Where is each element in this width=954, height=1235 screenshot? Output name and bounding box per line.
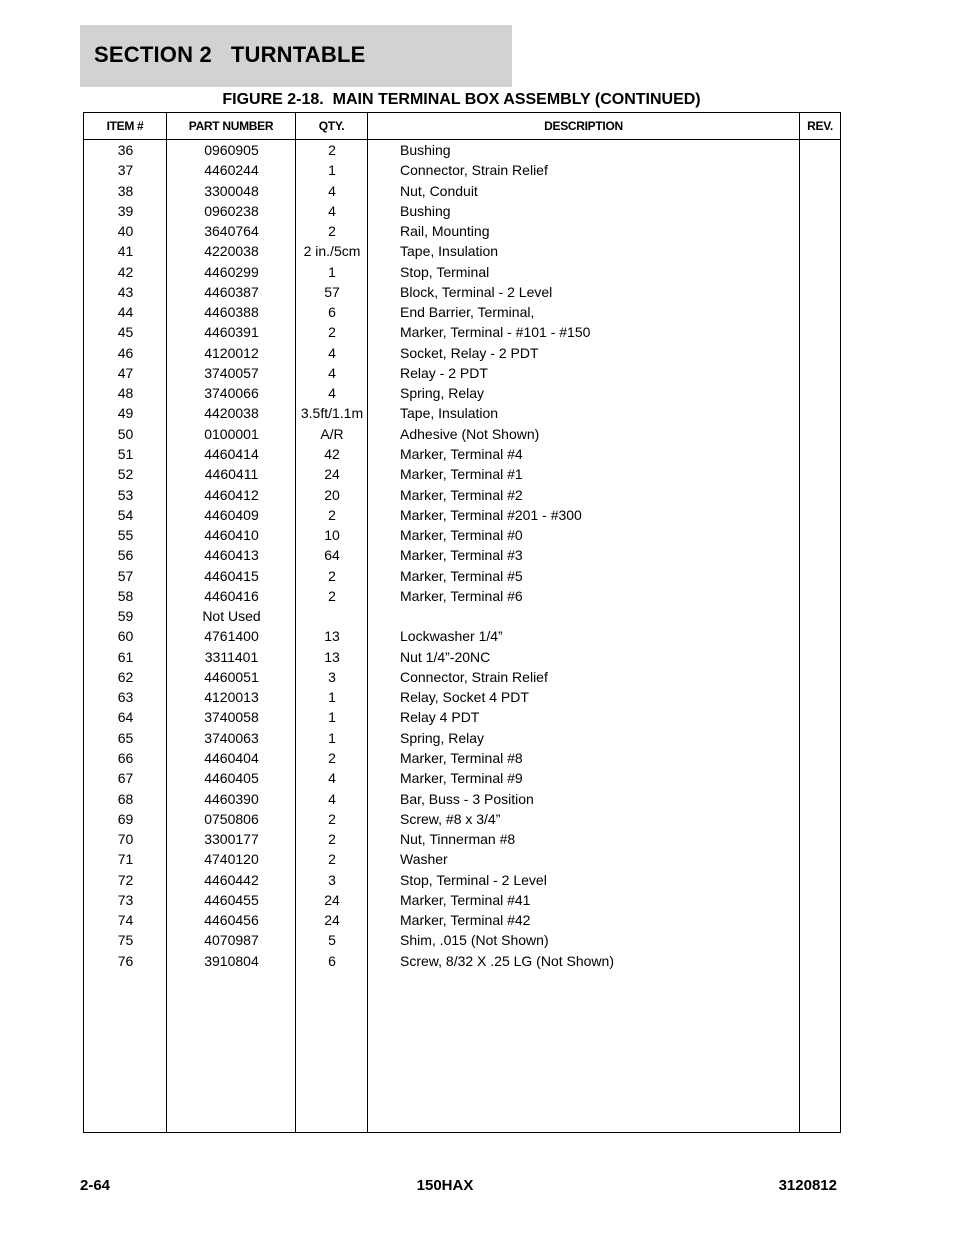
table-row <box>84 930 840 950</box>
table-row <box>84 667 840 687</box>
table-row <box>84 505 840 525</box>
description-cell: Marker, Terminal #42 <box>400 912 531 929</box>
item-number-cell: 41 <box>117 243 134 260</box>
item-number-cell: 61 <box>117 648 134 665</box>
part-number-cell: 4460387 <box>204 283 259 300</box>
part-number-cell: 4460416 <box>204 587 259 604</box>
part-number-cell: 3311401 <box>204 648 259 665</box>
quantity-cell: 24 <box>324 891 340 908</box>
item-number-cell: 64 <box>117 709 134 726</box>
table-row <box>84 626 840 646</box>
item-number-cell: 56 <box>117 547 134 564</box>
table-row <box>84 262 840 282</box>
description-cell: Screw, 8/32 X .25 LG (Not Shown) <box>400 952 614 969</box>
quantity-cell: 2 <box>328 506 336 523</box>
part-number-cell: 4460051 <box>204 668 259 685</box>
item-number-cell: 68 <box>117 790 134 807</box>
part-number-cell: 4460413 <box>204 547 259 564</box>
column-header-qty: QTY. <box>318 119 345 133</box>
table-row <box>84 201 840 221</box>
quantity-cell: 57 <box>324 283 340 300</box>
table-row <box>84 789 840 809</box>
table-row <box>84 586 840 606</box>
part-number-cell: 4460414 <box>204 445 259 462</box>
table-row <box>84 890 840 910</box>
part-number-cell: 3740063 <box>204 729 259 746</box>
table-row <box>84 322 840 342</box>
column-header-description: DESCRIPTION <box>544 119 623 133</box>
table-row <box>84 302 840 322</box>
description-cell: Connector, Strain Relief <box>400 668 548 685</box>
figure-title: FIGURE 2-18. MAIN TERMINAL BOX ASSEMBLY (CONTINUED) <box>222 91 701 108</box>
part-number-cell: 4460442 <box>204 871 259 888</box>
table-row <box>84 707 840 727</box>
table-row <box>84 849 840 869</box>
description-cell: Block, Terminal - 2 Level <box>400 283 553 300</box>
table-row <box>84 221 840 241</box>
table-row <box>84 383 840 403</box>
part-number-cell: 4460455 <box>204 891 259 908</box>
column-header-item: ITEM # <box>106 119 144 133</box>
description-cell: Rail, Mounting <box>400 223 490 240</box>
quantity-cell: 24 <box>324 466 340 483</box>
item-number-cell: 52 <box>117 466 134 483</box>
description-cell: Stop, Terminal - 2 Level <box>400 871 547 888</box>
table-row <box>84 870 840 890</box>
table-row <box>84 343 840 363</box>
table-row <box>84 768 840 788</box>
description-cell: Adhesive (Not Shown) <box>400 425 540 442</box>
item-number-cell: 38 <box>117 182 134 199</box>
quantity-cell: 6 <box>328 952 336 969</box>
column-header-part-number: PART NUMBER <box>188 119 274 133</box>
quantity-cell: A/R <box>320 425 344 442</box>
table-row <box>84 566 840 586</box>
item-number-cell: 69 <box>117 810 134 827</box>
item-number-cell: 73 <box>117 891 134 908</box>
table-row <box>84 403 840 423</box>
quantity-cell: 1 <box>328 709 336 726</box>
part-number-cell: 3910804 <box>204 952 259 969</box>
description-cell: Marker, Terminal #6 <box>400 587 523 604</box>
description-cell: Marker, Terminal #41 <box>400 891 531 908</box>
item-number-cell: 63 <box>117 689 134 706</box>
item-number-cell: 65 <box>117 729 134 746</box>
item-number-cell: 70 <box>117 831 134 848</box>
quantity-cell: 2 <box>328 587 336 604</box>
part-number-cell: 4460412 <box>204 486 259 503</box>
table-row <box>84 525 840 545</box>
part-number-cell: 4070987 <box>204 932 259 949</box>
part-number-cell: 3740066 <box>204 385 259 402</box>
part-number-cell: 4460388 <box>204 304 259 321</box>
quantity-cell: 2 <box>328 324 336 341</box>
item-number-cell: 72 <box>117 871 134 888</box>
table-row <box>84 282 840 302</box>
part-number-cell: 4460409 <box>204 506 259 523</box>
table-row <box>84 140 840 160</box>
quantity-cell: 3 <box>328 871 336 888</box>
quantity-cell: 24 <box>324 912 340 929</box>
item-number-cell: 46 <box>117 344 134 361</box>
quantity-cell <box>296 606 368 626</box>
part-number-cell: 4460404 <box>204 749 259 766</box>
part-number-cell: 4220038 <box>204 243 259 260</box>
part-number-cell: 4460415 <box>204 567 259 584</box>
quantity-cell: 1 <box>328 263 336 280</box>
item-number-cell: 37 <box>117 162 134 179</box>
description-cell: Marker, Terminal #5 <box>400 567 523 584</box>
description-cell: Relay 4 PDT <box>400 709 480 726</box>
table-row <box>84 829 840 849</box>
part-number-cell: 3740058 <box>204 709 259 726</box>
part-number-cell: 4460456 <box>204 912 259 929</box>
quantity-cell: 4 <box>328 385 336 402</box>
quantity-cell: 13 <box>324 628 340 645</box>
description-cell: Nut, Conduit <box>400 182 478 199</box>
description-cell: Bushing <box>400 142 451 158</box>
table-row <box>84 363 840 383</box>
quantity-cell: 13 <box>324 648 340 665</box>
table-row <box>84 687 840 707</box>
item-number-cell: 51 <box>117 445 134 462</box>
quantity-cell: 10 <box>324 527 340 544</box>
quantity-cell: 1 <box>328 162 336 179</box>
quantity-cell: 6 <box>328 304 336 321</box>
table-body <box>84 140 840 971</box>
quantity-cell: 2 <box>328 567 336 584</box>
part-number-cell: 4460411 <box>204 466 259 483</box>
part-number-cell: 0960905 <box>204 142 259 158</box>
item-number-cell: 45 <box>117 324 134 341</box>
item-number-cell: 74 <box>117 912 134 929</box>
table-row <box>84 545 840 565</box>
quantity-cell: 64 <box>324 547 340 564</box>
item-number-cell: 58 <box>117 587 134 604</box>
quantity-cell: 5 <box>328 932 336 949</box>
table-row <box>84 424 840 444</box>
description-cell: Nut, Tinnerman #8 <box>400 831 516 848</box>
description-cell: Marker, Terminal #9 <box>400 770 523 787</box>
table-row <box>84 485 840 505</box>
quantity-cell: 4 <box>328 202 336 219</box>
description-cell: Tape, Insulation <box>400 405 499 422</box>
description-cell: Connector, Strain Relief <box>400 162 548 179</box>
description-cell: Shim, .015 (Not Shown) <box>400 932 549 949</box>
description-cell: Marker, Terminal #8 <box>400 749 523 766</box>
quantity-cell: 3.5ft/1.1m <box>300 405 364 422</box>
part-number-cell: 4460299 <box>204 263 259 280</box>
description-cell <box>400 606 800 626</box>
description-cell: Marker, Terminal #2 <box>400 486 523 503</box>
item-number-cell: 66 <box>117 749 134 766</box>
description-cell: Stop, Terminal <box>400 263 490 280</box>
part-number-cell: 4120013 <box>204 689 259 706</box>
item-number-cell: 40 <box>117 223 134 240</box>
table-row <box>84 951 840 971</box>
quantity-cell: 2 <box>328 142 336 158</box>
quantity-cell: 20 <box>324 486 340 503</box>
quantity-cell: 2 <box>328 851 336 868</box>
item-number-cell: 75 <box>117 932 134 949</box>
part-number-cell: 4460410 <box>204 527 259 544</box>
item-number-cell: 47 <box>117 364 134 381</box>
item-number-cell: 59 <box>117 608 134 625</box>
quantity-cell: 4 <box>328 182 336 199</box>
description-cell: Socket, Relay - 2 PDT <box>400 344 539 361</box>
item-number-cell: 44 <box>117 304 134 321</box>
table-row <box>84 728 840 748</box>
table-row <box>84 160 840 180</box>
part-number-cell: 4120012 <box>204 344 259 361</box>
quantity-cell: 4 <box>328 790 336 807</box>
description-cell: Marker, Terminal #0 <box>400 527 523 544</box>
item-number-cell: 76 <box>117 952 134 969</box>
item-number-cell: 39 <box>117 202 134 219</box>
item-number-cell: 54 <box>117 506 134 523</box>
table-row <box>84 606 840 626</box>
part-number-cell: 4460405 <box>204 770 259 787</box>
column-header-rev: REV. <box>807 119 833 133</box>
description-cell: Lockwasher 1/4” <box>400 628 503 645</box>
quantity-cell: 4 <box>328 364 336 381</box>
part-number-cell: 0100001 <box>204 425 259 442</box>
quantity-cell: 2 <box>328 223 336 240</box>
item-number-cell: 60 <box>117 628 134 645</box>
part-number-cell: 0750806 <box>204 810 259 827</box>
table-row <box>84 444 840 464</box>
model-name: 150HAX <box>416 1177 474 1194</box>
part-number-cell: 3640764 <box>204 223 259 240</box>
description-cell: Marker, Terminal #201 - #300 <box>400 506 582 523</box>
item-number-cell: 43 <box>117 283 134 300</box>
description-cell: Marker, Terminal #3 <box>400 547 523 564</box>
part-number-cell: 4460390 <box>204 790 259 807</box>
item-number-cell: 48 <box>117 385 134 402</box>
description-cell: Spring, Relay <box>400 385 485 402</box>
section-title: SECTION 2 TURNTABLE <box>94 42 366 67</box>
part-number-cell: 4460244 <box>204 162 259 179</box>
table-row <box>84 910 840 930</box>
quantity-cell: 4 <box>328 770 336 787</box>
part-number-cell: Not Used <box>202 608 261 625</box>
table-header-row <box>84 113 840 139</box>
description-cell: Marker, Terminal - #101 - #150 <box>400 324 591 341</box>
parts-table <box>83 112 841 1133</box>
description-cell: Washer <box>400 851 448 868</box>
table-row <box>84 464 840 484</box>
part-number-cell: 4761400 <box>204 628 259 645</box>
part-number-cell: 4740120 <box>204 851 259 868</box>
item-number-cell: 67 <box>117 770 134 787</box>
quantity-cell: 1 <box>328 729 336 746</box>
item-number-cell: 36 <box>117 142 134 158</box>
table-row <box>84 748 840 768</box>
part-number-cell: 0960238 <box>204 202 259 219</box>
quantity-cell: 2 in./5cm <box>303 243 361 260</box>
page-number: 2-64 <box>80 1177 111 1194</box>
description-cell: End Barrier, Terminal, <box>400 304 535 321</box>
quantity-cell: 4 <box>328 344 336 361</box>
table-row <box>84 241 840 261</box>
part-number-cell: 3300177 <box>204 831 259 848</box>
description-cell: Screw, #8 x 3/4” <box>400 810 501 827</box>
description-cell: Marker, Terminal #4 <box>400 445 523 462</box>
quantity-cell: 3 <box>328 668 336 685</box>
quantity-cell: 2 <box>328 749 336 766</box>
description-cell: Relay - 2 PDT <box>400 364 488 381</box>
part-number-cell: 3300048 <box>204 182 259 199</box>
quantity-cell: 2 <box>328 810 336 827</box>
item-number-cell: 42 <box>117 263 134 280</box>
table-row <box>84 181 840 201</box>
description-cell: Bar, Buss - 3 Position <box>400 790 534 807</box>
description-cell: Nut 1/4”-20NC <box>400 648 491 665</box>
item-number-cell: 71 <box>117 851 134 868</box>
section-header-band <box>80 25 512 87</box>
description-cell: Relay, Socket 4 PDT <box>400 689 529 706</box>
description-cell: Tape, Insulation <box>400 243 499 260</box>
item-number-cell: 49 <box>117 405 134 422</box>
item-number-cell: 57 <box>117 567 134 584</box>
item-number-cell: 55 <box>117 527 134 544</box>
part-number-cell: 4420038 <box>204 405 259 422</box>
quantity-cell: 2 <box>328 831 336 848</box>
quantity-cell: 42 <box>324 445 340 462</box>
part-number-cell: 3740057 <box>204 364 259 381</box>
table-row <box>84 809 840 829</box>
description-cell: Bushing <box>400 202 451 219</box>
quantity-cell: 1 <box>328 689 336 706</box>
document-number: 3120812 <box>778 1177 837 1194</box>
item-number-cell: 53 <box>117 486 134 503</box>
description-cell: Spring, Relay <box>400 729 485 746</box>
table-row <box>84 647 840 667</box>
description-cell: Marker, Terminal #1 <box>400 466 523 483</box>
item-number-cell: 50 <box>117 425 134 442</box>
part-number-cell: 4460391 <box>204 324 259 341</box>
item-number-cell: 62 <box>117 668 134 685</box>
